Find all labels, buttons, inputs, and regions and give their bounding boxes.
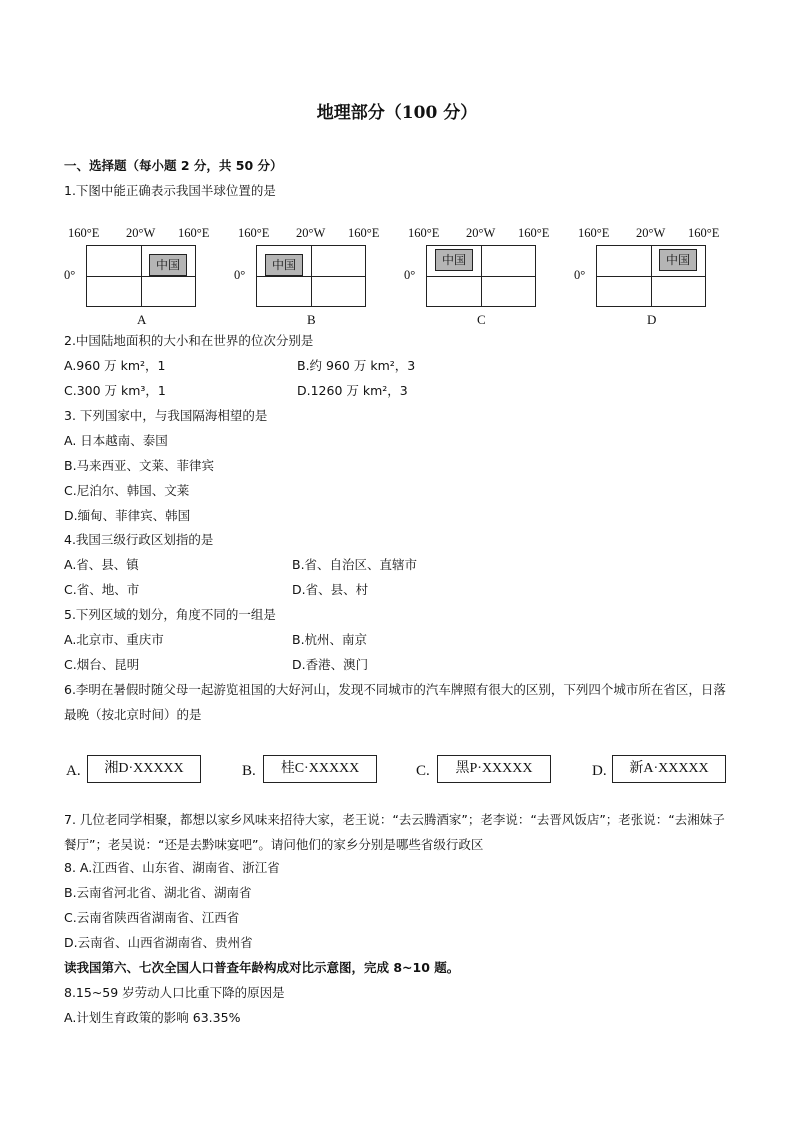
label-160e-right: 160°E — [348, 226, 380, 240]
q5-option-a: A.北京市、重庆市 — [64, 632, 164, 647]
label-160e-left: 160°E — [68, 226, 100, 240]
hemisphere-diagram-a — [62, 226, 222, 330]
q7-option-b: B.云南省河北省、湖北省、湖南省 — [64, 885, 252, 900]
q5-option-c: C.烟台、昆明 — [64, 657, 140, 672]
plate-d: 新A·XXXXX — [612, 755, 726, 783]
q2-option-b: B.约 960 万 km²，3 — [297, 358, 416, 373]
q4-option-a: A.省、县、镇 — [64, 557, 139, 572]
q2-option-d: D.1260 万 km²，3 — [297, 383, 408, 398]
label-equator: 0° — [64, 268, 76, 282]
page-title: 地理部分（100 分） — [316, 103, 478, 123]
label-20w: 20°W — [126, 226, 156, 240]
label-equator: 0° — [574, 268, 586, 282]
q5-stem: 5.下列区域的划分，角度不同的一组是 — [64, 607, 276, 622]
meridian-line — [481, 246, 482, 306]
hemisphere-diagram-d — [572, 226, 732, 330]
label-equator: 0° — [404, 268, 416, 282]
option-letter: C — [477, 312, 486, 327]
china-box: 中国 — [659, 249, 697, 271]
plate-letter-b: B. — [242, 763, 256, 779]
china-box: 中国 — [149, 254, 187, 276]
q4-option-d: D.省、县、村 — [292, 582, 369, 597]
label-160e-right: 160°E — [688, 226, 720, 240]
label-equator: 0° — [234, 268, 246, 282]
license-plate-options — [0, 755, 794, 787]
label-20w: 20°W — [296, 226, 326, 240]
q1-stem: 1.下图中能正确表示我国半球位置的是 — [64, 183, 276, 198]
hemisphere-diagram-c — [402, 226, 562, 330]
label-160e-left: 160°E — [408, 226, 440, 240]
option-letter: B — [307, 312, 316, 327]
meridian-line — [651, 246, 652, 306]
q5-option-d: D.香港、澳门 — [292, 657, 369, 672]
hemisphere-grid — [86, 245, 196, 307]
label-20w: 20°W — [466, 226, 496, 240]
label-160e-left: 160°E — [238, 226, 270, 240]
q3-option-a: A. 日本越南、泰国 — [64, 433, 168, 448]
q3-option-d: D.缅甸、菲律宾、韩国 — [64, 508, 191, 523]
label-160e-left: 160°E — [578, 226, 610, 240]
plate-c: 黑P·XXXXX — [437, 755, 551, 783]
plate-letter-a: A. — [66, 763, 81, 779]
q4-option-b: B.省、自治区、直辖市 — [292, 557, 418, 572]
hemisphere-diagram-b — [232, 226, 392, 330]
q8-stem: 8.15~59 岁劳动人口比重下降的原因是 — [64, 985, 285, 1000]
q3-option-b: B.马来西亚、文莱、菲律宾 — [64, 458, 215, 473]
section-heading: 一、选择题（每小题 2 分，共 50 分） — [64, 158, 283, 173]
reading-prompt: 读我国第六、七次全国人口普查年龄构成对比示意图，完成 8~10 题。 — [64, 960, 460, 975]
plate-b: 桂C·XXXXX — [263, 755, 377, 783]
label-160e-right: 160°E — [178, 226, 210, 240]
label-160e-right: 160°E — [518, 226, 550, 240]
hemisphere-grid — [256, 245, 366, 307]
q6-stem: 6.李明在暑假时随父母一起游览祖国的大好河山，发现不同城市的汽车牌照有很大的区别，下列四个城市所在省区，日落最晚（按北京时间）的是 — [64, 682, 726, 722]
q7-option-a: 8. A.江西省、山东省、湖南省、浙江省 — [64, 860, 280, 875]
meridian-line — [311, 246, 312, 306]
q2-option-a: A.960 万 km²，1 — [64, 358, 166, 373]
q3-stem: 3. 下列国家中，与我国隔海相望的是 — [64, 408, 268, 423]
q7-option-c: C.云南省陕西省湖南省、江西省 — [64, 910, 240, 925]
option-letter: D — [647, 312, 657, 327]
q2-option-c: C.300 万 km³，1 — [64, 383, 166, 398]
hemisphere-grid — [426, 245, 536, 307]
q4-option-c: C.省、地、市 — [64, 582, 140, 597]
q7-stem: 7. 几位老同学相聚，都想以家乡风味来招待大家，老王说：“去云腾酒家”；老李说：“去晋风饭店”；老张说：“去湘妹子餐厅”；老吴说：“还是去黔味宴吧”。请问他们的家乡分别是哪些省级行政区 — [64, 812, 725, 852]
q3-option-c: C.尼泊尔、韩国、文莱 — [64, 483, 190, 498]
q4-stem: 4.我国三级行政区划指的是 — [64, 532, 214, 547]
china-box: 中国 — [435, 249, 473, 271]
q8-option-a: A.计划生育政策的影响 63.35% — [64, 1010, 241, 1025]
plate-letter-c: C. — [416, 763, 430, 779]
q5-option-b: B.杭州、南京 — [292, 632, 368, 647]
hemisphere-grid — [596, 245, 706, 307]
meridian-line — [141, 246, 142, 306]
label-20w: 20°W — [636, 226, 666, 240]
plate-a: 湘D·XXXXX — [87, 755, 201, 783]
china-box: 中国 — [265, 254, 303, 276]
option-letter: A — [137, 312, 147, 327]
q7-option-d: D.云南省、山西省湖南省、贵州省 — [64, 935, 253, 950]
plate-letter-d: D. — [592, 763, 607, 779]
q2-stem: 2.中国陆地面积的大小和在世界的位次分别是 — [64, 333, 314, 348]
